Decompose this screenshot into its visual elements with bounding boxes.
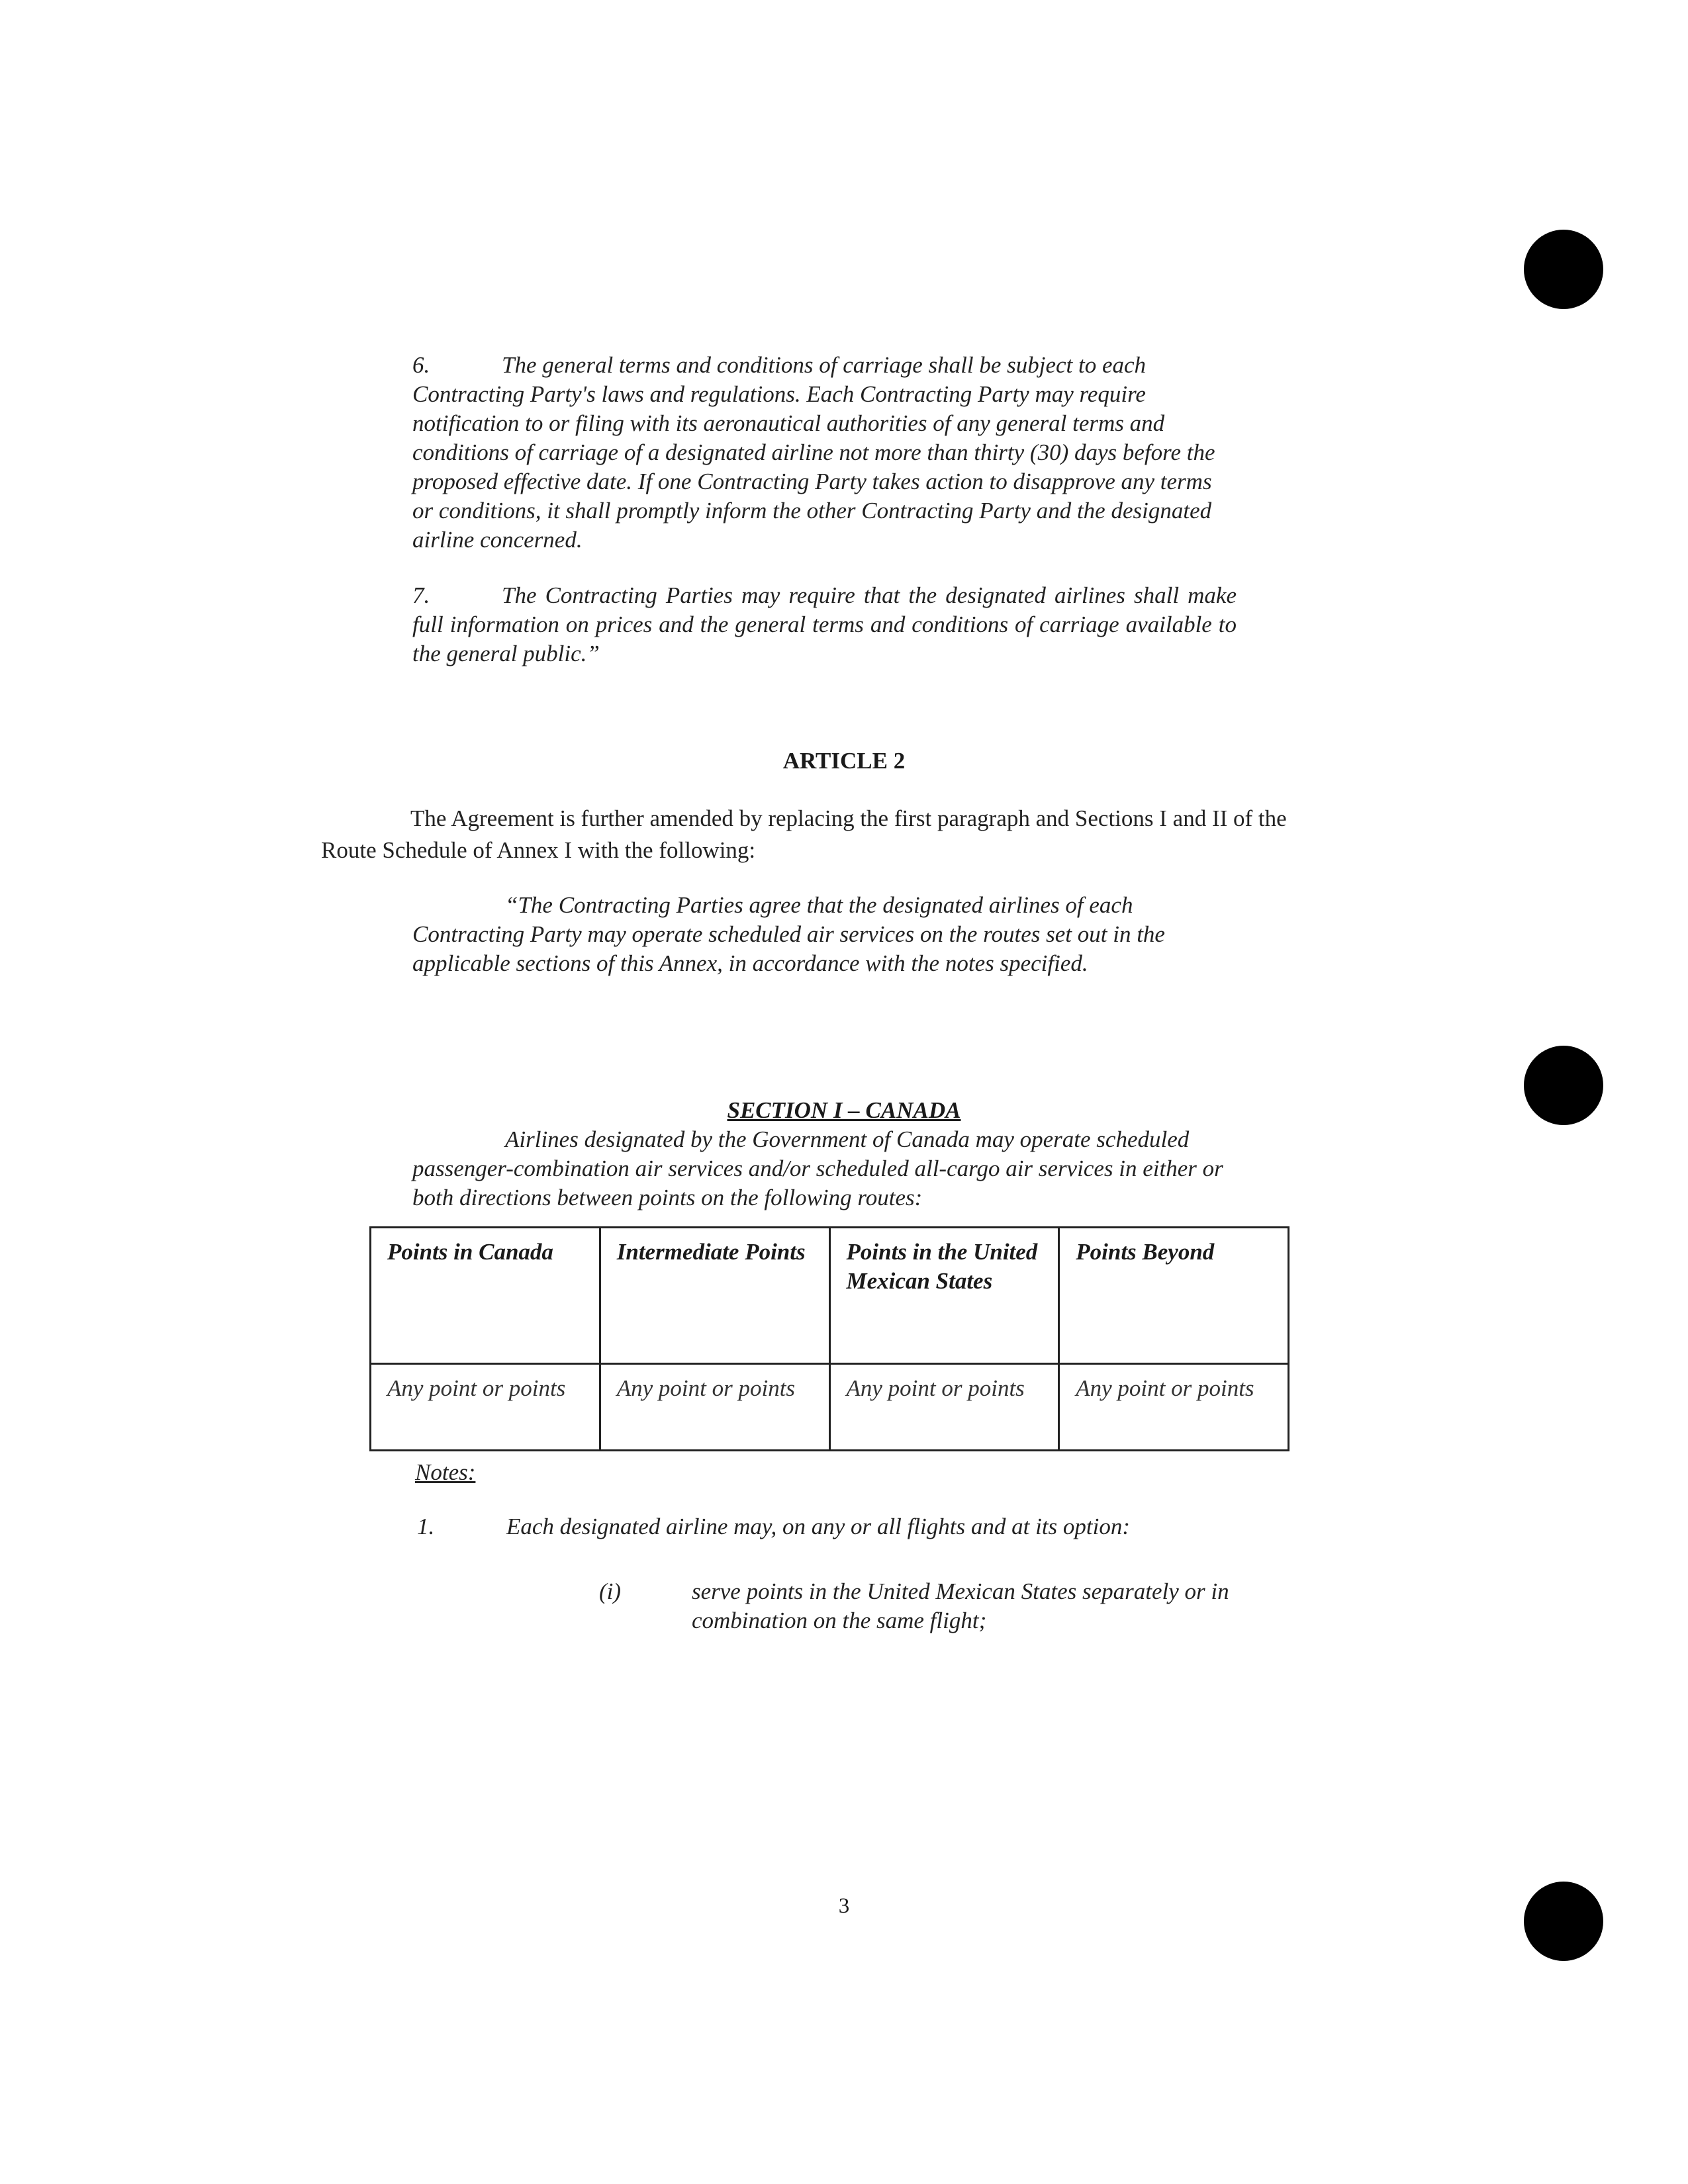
article-heading: ARTICLE 2: [782, 748, 906, 774]
note-1-text: Each designated airline may, on any or all flights and at its option:: [506, 1514, 1131, 1539]
article-intro: [321, 803, 1321, 866]
paragraph-7-text: The Contracting Parties may require that the designated airlines shall make full information on prices and the general terms and conditions of carriage available to the general public.”: [412, 582, 1237, 666]
section-intro: [412, 1125, 1233, 1212]
paragraph-7-number: 7.: [412, 582, 430, 608]
binder-hole-top: [1524, 230, 1603, 309]
item-i-marker-text: (i): [599, 1578, 622, 1604]
header-cell: Points in Canada: [371, 1228, 600, 1364]
paragraph-6-number: 6.: [412, 352, 430, 378]
table-row: [371, 1364, 1289, 1451]
note-1-item-i-marker: [599, 1577, 621, 1606]
header-cell: Points Beyond: [1059, 1228, 1289, 1364]
note-1-item-i: [692, 1577, 1254, 1635]
table-cell: Any point or points: [371, 1364, 600, 1451]
paragraph-7: [412, 581, 1237, 668]
note-1-number: 1.: [417, 1514, 435, 1539]
header-cell: Points in the United Mexican States: [829, 1228, 1059, 1364]
notes-label-text: Notes:: [415, 1459, 476, 1485]
article-quote: [412, 891, 1233, 978]
table-cell: Any point or points: [829, 1364, 1059, 1451]
notes-label: [415, 1458, 475, 1487]
article-quote-text: “The Contracting Parties agree that the designated airlines of each Contracting Party may operate scheduled air services on the routes set out in the applicable sections of this Annex, in accordance with the notes specified.: [412, 892, 1165, 976]
paragraph-6-text: The general terms and conditions of carriage shall be subject to each Contracting Party's laws and regulations. Each Contracting Party may require notification to or filing with its aeronautical authorities of any general terms and conditions of carriage of a designated airline not more than thirty (30) days before the proposed effective date. If one Contracting Party takes action to disapprove any terms or conditions, it shall promptly inform the other Contracting Party and the designated airline concerned.: [412, 352, 1215, 553]
note-1: [417, 1512, 1278, 1541]
table-header-row: [371, 1228, 1289, 1364]
item-i-text: serve points in the United Mexican States separately or in combination on the same flight;: [692, 1578, 1229, 1633]
table-cell: Any point or points: [1059, 1364, 1289, 1451]
paragraph-6: [412, 351, 1233, 555]
binder-hole-bottom: [1524, 1882, 1603, 1961]
section-intro-text: Airlines designated by the Government of Canada may operate scheduled passenger-combination air services and/or scheduled all-cargo air services in either or both directions between points on the following routes:: [412, 1126, 1223, 1210]
page-number: 3: [838, 1894, 850, 1918]
header-cell: Intermediate Points: [600, 1228, 829, 1364]
section-heading-text: SECTION I – CANADA: [727, 1097, 961, 1123]
table-cell: Any point or points: [600, 1364, 829, 1451]
article-intro-text: The Agreement is further amended by replacing the first paragraph and Sections I and II of the Route Schedule of Annex I with the following:: [321, 805, 1287, 863]
routes-table: [369, 1226, 1289, 1451]
section-heading: [0, 1097, 1688, 1124]
